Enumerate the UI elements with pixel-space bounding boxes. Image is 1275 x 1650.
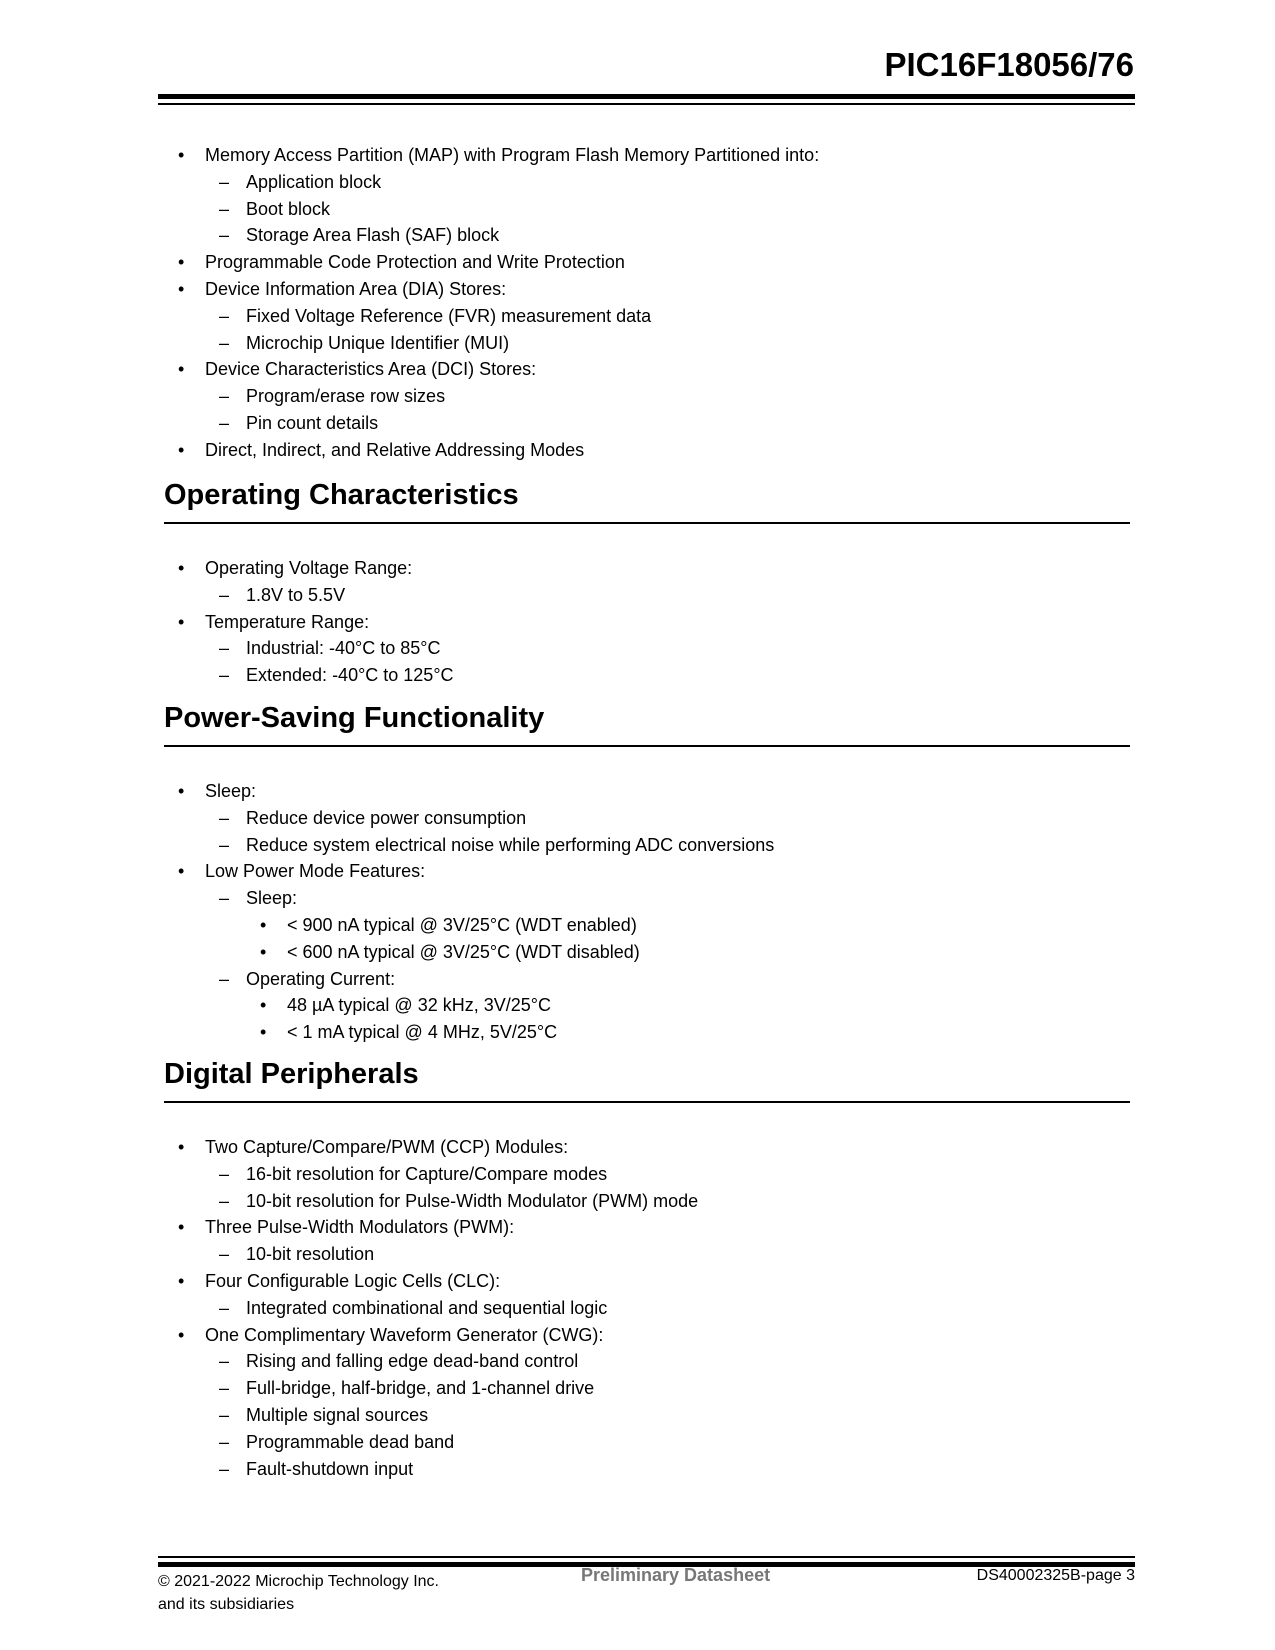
dash-marker: – xyxy=(219,968,230,989)
list-item-text: Two Capture/Compare/PWM (CCP) Modules: xyxy=(205,1137,569,1157)
dash-marker: – xyxy=(219,1351,230,1372)
bullet-marker: • xyxy=(260,941,267,962)
list-item xyxy=(0,1019,1275,1046)
footer-rule-thin xyxy=(158,1556,1135,1558)
list-item-text: Industrial: -40°C to 85°C xyxy=(246,638,441,659)
dash-marker: – xyxy=(219,807,230,828)
dash-marker: – xyxy=(219,584,230,605)
list-item xyxy=(0,249,1275,276)
bullet-marker: • xyxy=(178,1270,185,1291)
list-item-text: < 900 nA typical @ 3V/25°C (WDT enabled) xyxy=(287,914,637,935)
list-item xyxy=(0,939,1275,966)
list-item xyxy=(0,1214,1275,1241)
list-item xyxy=(0,1134,1275,1161)
copyright-line-1: © 2021-2022 Microchip Technology Inc. xyxy=(158,1573,439,1590)
list-item xyxy=(0,410,1275,437)
list-item-text: Storage Area Flash (SAF) block xyxy=(246,225,500,246)
list-item-text: Full-bridge, half-bridge, and 1-channel drive xyxy=(246,1378,595,1399)
intro-list xyxy=(0,142,1275,464)
list-item xyxy=(0,1322,1275,1349)
list-item xyxy=(0,1268,1275,1295)
list-item-text: One Complimentary Waveform Generator (CWG): xyxy=(205,1324,604,1345)
dash-marker: – xyxy=(219,1297,230,1318)
list-item xyxy=(0,383,1275,410)
list-item-text: Fixed Voltage Reference (FVR) measurement data xyxy=(246,305,652,326)
list-item-text: Application block xyxy=(246,171,382,192)
list-item xyxy=(0,832,1275,859)
list-item xyxy=(0,356,1275,383)
list-item-text: Device Information Area (DIA) Stores: xyxy=(205,278,507,299)
dash-marker: – xyxy=(219,1458,230,1479)
list-item-text: < 600 nA typical @ 3V/25°C (WDT disabled) xyxy=(287,941,640,962)
dash-marker: – xyxy=(219,1244,230,1265)
list-item-text: Reduce system electrical noise while performing ADC conversions xyxy=(246,834,775,855)
list-item xyxy=(0,142,1275,169)
list-item-text: Fault-shutdown input xyxy=(246,1458,414,1479)
list-item-text: Memory Access Partition (MAP) with Program Flash Memory Partitioned into: xyxy=(205,145,820,165)
bullet-marker: • xyxy=(178,611,185,632)
list-item-text: Multiple signal sources xyxy=(246,1404,429,1425)
list-item xyxy=(0,169,1275,196)
bullet-marker: • xyxy=(178,781,185,801)
dash-marker: – xyxy=(219,1190,230,1211)
list-item xyxy=(0,662,1275,689)
list-item xyxy=(0,885,1275,912)
list-item-text: Operating Voltage Range: xyxy=(205,558,413,578)
bullet-marker: • xyxy=(178,558,185,578)
header-rule xyxy=(158,94,1135,99)
list-item-text: Microchip Unique Identifier (MUI) xyxy=(246,332,510,353)
operating-list xyxy=(0,555,1275,689)
list-item xyxy=(0,196,1275,223)
dash-marker: – xyxy=(219,638,230,659)
bullet-marker: • xyxy=(260,914,267,935)
list-item xyxy=(0,1429,1275,1456)
operating-characteristics-heading: Operating Characteristics xyxy=(164,478,1130,524)
list-item xyxy=(0,303,1275,330)
dash-marker: – xyxy=(219,1163,230,1184)
list-item xyxy=(0,276,1275,303)
dash-marker: – xyxy=(219,834,230,855)
list-item-text: Boot block xyxy=(246,198,331,219)
dash-marker: – xyxy=(219,888,230,909)
dash-marker: – xyxy=(219,332,230,353)
list-item xyxy=(0,609,1275,636)
list-item-text: 16-bit resolution for Capture/Compare modes xyxy=(246,1163,608,1184)
list-item-text: Extended: -40°C to 125°C xyxy=(246,665,454,686)
list-item xyxy=(0,1348,1275,1375)
list-item xyxy=(0,1161,1275,1188)
list-item-text: Direct, Indirect, and Relative Addressing Modes xyxy=(205,439,585,460)
list-item-text: 1.8V to 5.5V xyxy=(246,584,346,605)
dash-marker: – xyxy=(219,1404,230,1425)
list-item xyxy=(0,222,1275,249)
list-item-text: Operating Current: xyxy=(246,968,396,989)
list-item xyxy=(0,437,1275,464)
list-item-text: Sleep: xyxy=(246,888,298,909)
list-item-text: Reduce device power consumption xyxy=(246,807,527,828)
list-item-text: < 1 mA typical @ 4 MHz, 5V/25°C xyxy=(287,1022,558,1043)
list-item xyxy=(0,1295,1275,1322)
dash-marker: – xyxy=(219,171,230,192)
list-item-text: Sleep: xyxy=(205,781,257,801)
dash-marker: – xyxy=(219,305,230,326)
list-item xyxy=(0,1375,1275,1402)
bullet-marker: • xyxy=(260,995,267,1016)
list-item-text: Device Characteristics Area (DCI) Stores: xyxy=(205,359,537,380)
bullet-marker: • xyxy=(178,439,185,460)
list-item xyxy=(0,805,1275,832)
dash-marker: – xyxy=(219,386,230,407)
dash-marker: – xyxy=(219,198,230,219)
list-item-text: 10-bit resolution for Pulse-Width Modulator (PWM) mode xyxy=(246,1190,699,1211)
dash-marker: – xyxy=(219,225,230,246)
list-item xyxy=(0,330,1275,357)
list-item xyxy=(0,966,1275,993)
list-item-text: Rising and falling edge dead-band control xyxy=(246,1351,579,1372)
list-item xyxy=(0,1188,1275,1215)
bullet-marker: • xyxy=(178,1324,185,1345)
list-item-text: 10-bit resolution xyxy=(246,1244,375,1265)
list-item xyxy=(0,635,1275,662)
bullet-marker: • xyxy=(260,1022,267,1043)
footer-page-number: DS40002325B-page 3 xyxy=(976,1567,1135,1584)
dash-marker: – xyxy=(219,412,230,433)
list-item xyxy=(0,1456,1275,1483)
power-section xyxy=(0,778,1275,1046)
list-item xyxy=(0,1402,1275,1429)
list-item-text: Programmable Code Protection and Write Protection xyxy=(205,252,625,273)
bullet-marker: • xyxy=(178,1137,185,1157)
bullet-marker: • xyxy=(178,278,185,299)
list-item xyxy=(0,1241,1275,1268)
bullet-marker: • xyxy=(178,861,185,882)
list-item-text: 48 µA typical @ 32 kHz, 3V/25°C xyxy=(287,995,551,1016)
dash-marker: – xyxy=(219,1378,230,1399)
list-item-text: Four Configurable Logic Cells (CLC): xyxy=(205,1270,501,1291)
dash-marker: – xyxy=(219,1431,230,1452)
list-item-text: Pin count details xyxy=(246,412,379,433)
operating-section xyxy=(0,555,1275,689)
power-saving-heading: Power-Saving Functionality xyxy=(164,701,1130,747)
list-item xyxy=(0,912,1275,939)
footer-copyright xyxy=(158,1570,439,1616)
bullet-marker: • xyxy=(178,145,185,165)
list-item-text: Low Power Mode Features: xyxy=(205,861,426,882)
list-item xyxy=(0,992,1275,1019)
dash-marker: – xyxy=(219,665,230,686)
list-item xyxy=(0,858,1275,885)
list-item-text: Program/erase row sizes xyxy=(246,386,446,407)
header-rule-thin xyxy=(158,103,1135,105)
page-title: PIC16F18056/76 xyxy=(884,46,1134,83)
footer-doc-status: Preliminary Datasheet xyxy=(581,1565,771,1585)
power-list xyxy=(0,778,1275,1046)
digital-peripherals-heading: Digital Peripherals xyxy=(164,1057,1130,1103)
list-item-text: Programmable dead band xyxy=(246,1431,455,1452)
copyright-line-2: and its subsidiaries xyxy=(158,1596,295,1613)
list-item-text: Integrated combinational and sequential logic xyxy=(246,1297,608,1318)
digital-section xyxy=(0,1134,1275,1482)
list-item-text: Temperature Range: xyxy=(205,611,370,632)
list-item xyxy=(0,778,1275,805)
list-item xyxy=(0,555,1275,582)
bullet-marker: • xyxy=(178,1217,185,1238)
list-item-text: Three Pulse-Width Modulators (PWM): xyxy=(205,1217,515,1238)
digital-list xyxy=(0,1134,1275,1482)
bullet-marker: • xyxy=(178,252,185,273)
bullet-marker: • xyxy=(178,359,185,380)
intro-section xyxy=(0,142,1275,464)
list-item xyxy=(0,582,1275,609)
